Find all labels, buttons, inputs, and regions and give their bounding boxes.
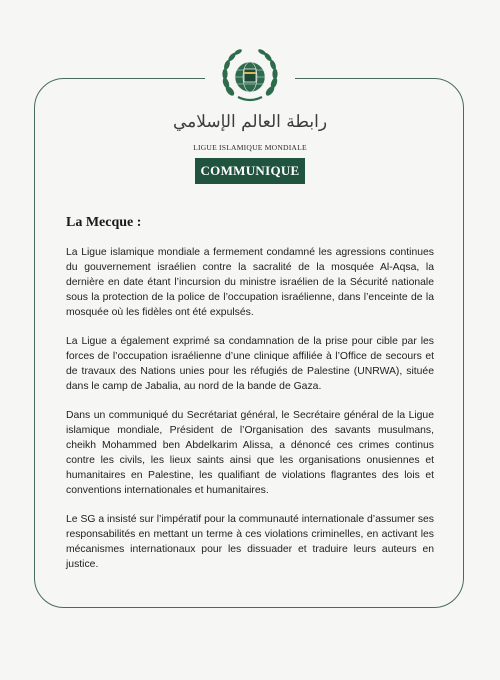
paragraph: La Ligue a également exprimé sa condamnation de la prise pour cible par les forces de l’occupation israélienne d’une clinique affiliée à l’Office de secours et de travaux des Nations unies pour les réfugiés de Palestine (UNRWA), située dans le camp de Jabalia, au nord de la bande de Gaza. — [66, 336, 434, 392]
paragraph: La Ligue islamique mondiale a fermement condamné les agressions continues du gouvernement israélien contre la sacralité de la mosquée Al-Aqsa, la dernière en date étant l’incursion du ministre israélien de la Sécurité nationale sous la protection de la police de l’occupation israélienne, dans l’enceinte de la mosquée où les fidèles ont été expulsés. — [66, 247, 434, 318]
paragraph: Dans un communiqué du Secrétariat général, le Secrétaire général de la Ligue islamique mondiale, Président de l’Organisation des savants musulmans, cheikh Mohammed ben Abdelkarim Alissa, a dénoncé ces crimes continus contre les civils, les lieux saints ainsi que les organisations onusiennes et humanitaires en Palestine, les qualifiant de violations flagrantes des lois et conventions internationales et humanitaires. — [66, 410, 434, 496]
paragraph: Le SG a insisté sur l’impératif pour la communauté internationale d’assumer ses responsabilités en mettant un terme à ces violations criminelles, en activant les mécanismes internationaux pour les dissuader et traduire leurs auteurs en justice. — [66, 514, 434, 570]
dateline: La Mecque : — [66, 215, 142, 230]
laurel-emblem-icon — [218, 45, 282, 109]
arabic-org-name: رابطة العالم الإسلامي — [172, 112, 328, 132]
body-text — [66, 245, 434, 586]
communique-badge: COMMUNIQUE — [195, 158, 305, 184]
org-name: LIGUE ISLAMIQUE MONDIALE — [193, 143, 307, 152]
